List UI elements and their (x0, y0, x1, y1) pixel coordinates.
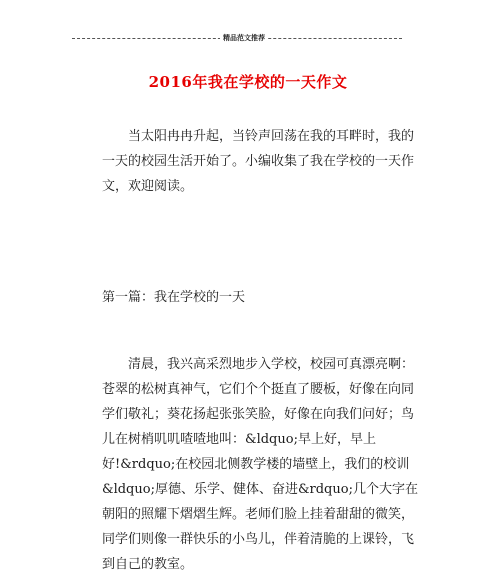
body-paragraph: 清晨，我兴高采烈地步入学校，校园可真漂亮啊：苍翠的松树真神气，它们个个挺直了腰板，好像在向同学们敬礼；葵花扬起张张笑脸，好像在向我们问好；鸟儿在树梢叽叽喳喳地叫：&ldquo;早上好，早上好!&rdquo;在校园北侧教学楼的墙壁上，我们的校训&ldquo;厚德、乐学、健体、奋进&rdquo;几个大字在朝阳的照耀下熠熠生辉。老师们脸上挂着甜甜的微笑，同学们则像一群快乐的小鸟儿，伴着清脆的上课铃，飞到自己的教室。 (102, 357, 418, 572)
header-label: 精品范文推荐 (220, 33, 268, 43)
intro-paragraph: 当太阳冉冉升起，当铃声回荡在我的耳畔时，我的一天的校园生活开始了。小编收集了我在学校的一天作文，欢迎阅读。 (102, 129, 415, 194)
section-heading: 第一篇：我在学校的一天 (102, 290, 246, 305)
document-title: 2016年我在学校的一天作文 (148, 73, 348, 92)
